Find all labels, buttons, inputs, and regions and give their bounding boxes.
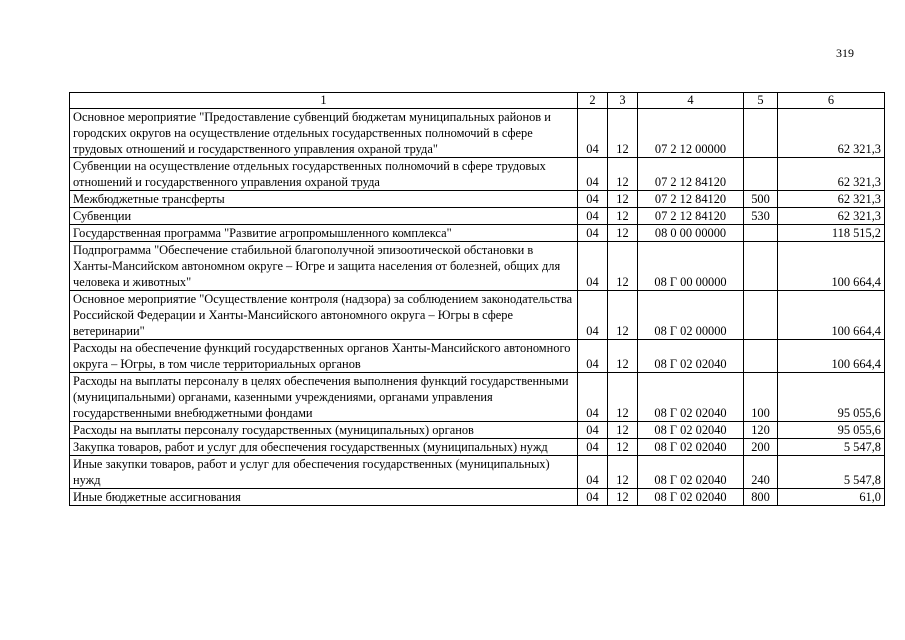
section-code-cell: 04 <box>578 439 608 456</box>
target-article-cell: 07 2 12 00000 <box>638 109 744 158</box>
target-article-cell: 07 2 12 84120 <box>638 158 744 191</box>
section-code-cell: 04 <box>578 489 608 506</box>
amount-cell: 100 664,4 <box>778 242 885 291</box>
target-article-cell: 08 Г 02 02040 <box>638 489 744 506</box>
table-row <box>70 191 885 208</box>
target-article-cell: 08 Г 02 02040 <box>638 439 744 456</box>
table-row <box>70 225 885 242</box>
expense-type-cell: 500 <box>744 191 778 208</box>
subsection-code-cell: 12 <box>608 242 638 291</box>
subsection-code-cell: 12 <box>608 422 638 439</box>
expense-type-cell <box>744 109 778 158</box>
section-code-cell: 04 <box>578 291 608 340</box>
expense-name-cell: Основное мероприятие "Осуществление контроля (надзора) за соблюдением законодательства Российской Федерации и Ханты-Мансийского автономного округа – Югры в сфере ветеринарии" <box>70 291 578 340</box>
table-row <box>70 422 885 439</box>
expense-type-cell: 120 <box>744 422 778 439</box>
subsection-code-cell: 12 <box>608 373 638 422</box>
section-code-cell: 04 <box>578 373 608 422</box>
target-article-cell: 08 Г 02 02040 <box>638 456 744 489</box>
target-article-cell: 07 2 12 84120 <box>638 191 744 208</box>
section-code-cell: 04 <box>578 422 608 439</box>
subsection-code-cell: 12 <box>608 456 638 489</box>
table-row <box>70 242 885 291</box>
subsection-code-cell: 12 <box>608 439 638 456</box>
amount-cell: 62 321,3 <box>778 109 885 158</box>
subsection-code-cell: 12 <box>608 340 638 373</box>
amount-cell: 95 055,6 <box>778 422 885 439</box>
subsection-code-cell: 12 <box>608 489 638 506</box>
table-row <box>70 340 885 373</box>
expense-name-cell: Субвенции <box>70 208 578 225</box>
amount-cell: 95 055,6 <box>778 373 885 422</box>
page-number: 319 <box>836 46 854 60</box>
target-article-cell: 08 Г 00 00000 <box>638 242 744 291</box>
amount-cell: 118 515,2 <box>778 225 885 242</box>
expense-type-cell: 530 <box>744 208 778 225</box>
expense-type-cell <box>744 225 778 242</box>
header-cell: 4 <box>638 93 744 109</box>
section-code-cell: 04 <box>578 109 608 158</box>
section-code-cell: 04 <box>578 225 608 242</box>
target-article-cell: 08 Г 02 02040 <box>638 340 744 373</box>
expense-type-cell: 100 <box>744 373 778 422</box>
expense-name-cell: Основное мероприятие "Предоставление субвенций бюджетам муниципальных районов и городских округов на осуществление отдельных государственных полномочий в сфере трудовых отношений и государственного управления охраной труда" <box>70 109 578 158</box>
table-row <box>70 456 885 489</box>
amount-cell: 5 547,8 <box>778 439 885 456</box>
subsection-code-cell: 12 <box>608 291 638 340</box>
target-article-cell: 08 0 00 00000 <box>638 225 744 242</box>
section-code-cell: 04 <box>578 191 608 208</box>
subsection-code-cell: 12 <box>608 225 638 242</box>
table-row <box>70 439 885 456</box>
expense-type-cell <box>744 291 778 340</box>
amount-cell: 62 321,3 <box>778 158 885 191</box>
expense-name-cell: Иные бюджетные ассигнования <box>70 489 578 506</box>
table-row <box>70 109 885 158</box>
expense-name-cell: Межбюджетные трансферты <box>70 191 578 208</box>
expense-name-cell: Иные закупки товаров, работ и услуг для обеспечения государственных (муниципальных) нужд <box>70 456 578 489</box>
target-article-cell: 08 Г 02 02040 <box>638 422 744 439</box>
expense-type-cell <box>744 158 778 191</box>
section-code-cell: 04 <box>578 456 608 489</box>
subsection-code-cell: 12 <box>608 208 638 225</box>
expense-name-cell: Расходы на выплаты персоналу в целях обеспечения выполнения функций государственными (муниципальными) органами, казенными учреждениями, органами управления государственными внебюджетными фондами <box>70 373 578 422</box>
amount-cell: 61,0 <box>778 489 885 506</box>
amount-cell: 100 664,4 <box>778 291 885 340</box>
section-code-cell: 04 <box>578 158 608 191</box>
amount-cell: 100 664,4 <box>778 340 885 373</box>
expense-type-cell: 800 <box>744 489 778 506</box>
expense-name-cell: Расходы на обеспечение функций государственных органов Ханты-Мансийского автономного округа – Югры, в том числе территориальных органов <box>70 340 578 373</box>
header-cell: 5 <box>744 93 778 109</box>
target-article-cell: 07 2 12 84120 <box>638 208 744 225</box>
section-code-cell: 04 <box>578 242 608 291</box>
section-code-cell: 04 <box>578 340 608 373</box>
amount-cell: 62 321,3 <box>778 208 885 225</box>
section-code-cell: 04 <box>578 208 608 225</box>
expense-type-cell <box>744 242 778 291</box>
expense-name-cell: Субвенции на осуществление отдельных государственных полномочий в сфере трудовых отношений и государственного управления охраной труда <box>70 158 578 191</box>
expense-name-cell: Государственная программа "Развитие агропромышленного комплекса" <box>70 225 578 242</box>
header-cell: 1 <box>70 93 578 109</box>
budget-table <box>69 92 885 506</box>
table-row <box>70 489 885 506</box>
expense-type-cell <box>744 340 778 373</box>
subsection-code-cell: 12 <box>608 158 638 191</box>
header-cell: 3 <box>608 93 638 109</box>
header-cell: 2 <box>578 93 608 109</box>
table-row <box>70 373 885 422</box>
header-row <box>70 93 885 109</box>
subsection-code-cell: 12 <box>608 191 638 208</box>
amount-cell: 5 547,8 <box>778 456 885 489</box>
table-row <box>70 291 885 340</box>
subsection-code-cell: 12 <box>608 109 638 158</box>
expense-type-cell: 200 <box>744 439 778 456</box>
target-article-cell: 08 Г 02 00000 <box>638 291 744 340</box>
expense-type-cell: 240 <box>744 456 778 489</box>
target-article-cell: 08 Г 02 02040 <box>638 373 744 422</box>
table-body <box>70 109 885 506</box>
expense-name-cell: Расходы на выплаты персоналу государственных (муниципальных) органов <box>70 422 578 439</box>
amount-cell: 62 321,3 <box>778 191 885 208</box>
expense-name-cell: Подпрограмма "Обеспечение стабильной благополучной эпизоотической обстановки в Ханты-Мансийском автономном округе – Югре и защита населения от болезней, общих для человека и животных" <box>70 242 578 291</box>
table-row <box>70 158 885 191</box>
table-row <box>70 208 885 225</box>
header-cell: 6 <box>778 93 885 109</box>
expense-name-cell: Закупка товаров, работ и услуг для обеспечения государственных (муниципальных) нужд <box>70 439 578 456</box>
